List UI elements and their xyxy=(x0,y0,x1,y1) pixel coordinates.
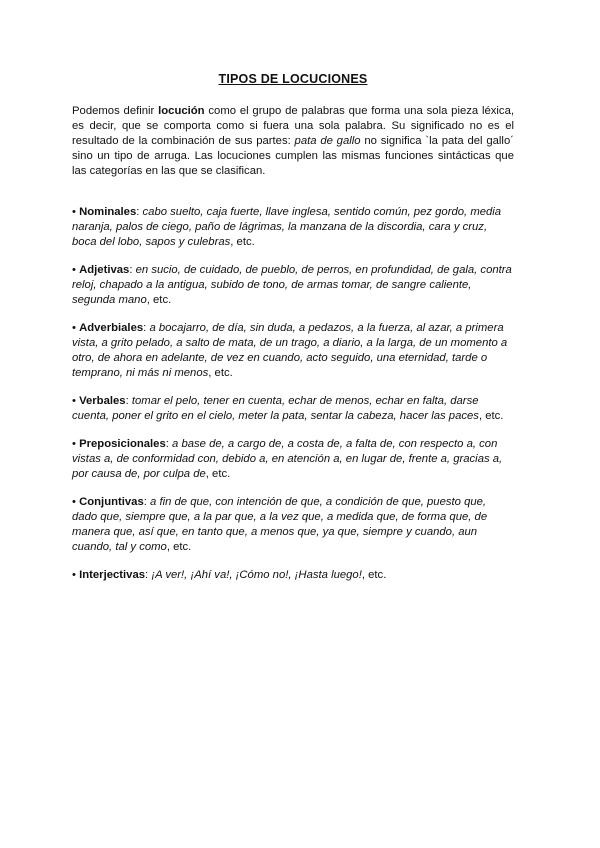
intro-text-1: Podemos definir xyxy=(72,105,159,117)
intro-paragraph xyxy=(72,104,514,179)
list-item-adjetivas: • Adjetivas: en sucio, de cuidado, de pueblo, de perros, en profundidad, de gala, contra reloj, chapado a la antigua, subido de tono, de armas tomar, de sangre caliente, segunda mano, etc. xyxy=(72,264,512,306)
item-name: Adjetivas xyxy=(79,264,130,276)
item-examples: ¡A ver!, ¡Ahí va!, ¡Cómo no!, ¡Hasta luego! xyxy=(151,569,362,581)
intro-text-2: como el grupo de palabras que forma una sola pieza léxica, es decir, que se comporta como si fuera una sola palabra. Su significado no es el resultado de la combinación de sus partes: xyxy=(72,105,515,147)
item-sep: : xyxy=(136,206,143,218)
item-tail: , etc. xyxy=(361,569,387,581)
list-item-conjuntivas: • Conjuntivas: a fin de que, con intención de que, a condición de que, puesto que, dado que, siempre que, a la par que, a la vez que, a medida que, de forma que, de manera que, así que, en tanto que, a menos que, ya que, siempre y cuando, aun cuando, tal y como, etc. xyxy=(72,496,488,553)
item-tail: , etc. xyxy=(146,294,172,306)
item-examples: a bocajarro, de día, sin duda, a pedazos, a la fuerza, al azar, a primera vista, a grito pelado, a salto de mata, de un trago, a diario, a la larga, de un momento a otro, de ahora en adelante, de vez en cuando, acto seguido, una eternidad, tarde o temprano, ni más ni menos xyxy=(72,322,508,379)
item-name: Verbales xyxy=(79,395,126,407)
item-name: Interjectivas xyxy=(79,569,146,581)
item-tail: , etc. xyxy=(166,541,192,553)
item-tail: , etc. xyxy=(208,367,233,379)
intro-example: pata de gallo xyxy=(294,135,361,147)
list-item-adverbiales: • Adverbiales: a bocajarro, de día, sin duda, a pedazos, a la fuerza, al azar, a primera vista, a grito pelado, a salto de mata, de un trago, a diario, a la larga, de un momento a otro, de ahora en adelante, de vez en cuando, acto seguido, una eternidad, tarde o temprano, ni más ni menos, etc. xyxy=(72,322,508,379)
item-tail: , etc. xyxy=(230,236,255,248)
item-sep: : xyxy=(125,395,132,407)
intro-text-3: no significa `la pata del gallo´ sino un tipo de arruga. Las locuciones cumplen las mismas funciones sintácticas que las categorías en las que se clasifican. xyxy=(72,135,514,177)
item-tail: , etc. xyxy=(205,468,231,480)
item-sep: : xyxy=(143,322,150,334)
intro-term: locución xyxy=(158,105,205,117)
item-name: Adverbiales xyxy=(79,322,144,334)
item-examples: en sucio, de cuidado, de pueblo, de perros, en profundidad, de gala, contra reloj, chapado a la antigua, subido de tono, de armas tomar, de sangre caliente, segunda mano xyxy=(72,264,512,306)
item-name: Conjuntivas xyxy=(79,496,144,508)
item-sep: : xyxy=(129,264,136,276)
item-sep: : xyxy=(143,496,151,508)
item-examples: tomar el pelo, tener en cuenta, echar de menos, echar en falta, darse cuenta, poner el grito en el cielo, meter la pata, sentar la cabeza, hacer las paces xyxy=(72,395,479,422)
list-item-interjectivas: • Interjectivas: ¡A ver!, ¡Ahí va!, ¡Cómo no!, ¡Hasta luego!, etc. xyxy=(72,569,387,581)
item-examples: cabo suelto, caja fuerte, llave inglesa, sentido común, pez gordo, media naranja, palos de ciego, paño de lágrimas, la manzana de la discordia, cara y cruz, boca del lobo, sapos y culebras xyxy=(72,206,502,248)
list-item-verbales: • Verbales: tomar el pelo, tener en cuenta, echar de menos, echar en falta, darse cuenta, poner el grito en el cielo, meter la pata, sentar la cabeza, hacer las paces, etc. xyxy=(72,395,504,422)
page-title: TIPOS DE LOCUCIONES xyxy=(218,72,368,86)
item-examples: a base de, a cargo de, a costa de, a falta de, con respecto a, con vistas a, de conformidad con, debido a, en atención a, en lugar de, frente a, gracias a, por causa de, por culpa de xyxy=(72,438,503,480)
item-sep: : xyxy=(145,569,152,581)
list-item-preposicionales: • Preposicionales: a base de, a cargo de, a costa de, a falta de, con respecto a, con vistas a, de conformidad con, debido a, en atención a, en lugar de, frente a, gracias a, por causa de, por culpa de, etc. xyxy=(72,438,503,480)
item-name: Nominales xyxy=(79,206,137,218)
item-examples: a fin de que, con intención de que, a condición de que, puesto que, dado que, siempre que, a la par que, a la vez que, a medida que, de forma que, de manera que, así que, en tanto que, a menos que, ya que, siempre y cuando, aun cuando, tal y como xyxy=(72,496,488,553)
item-name: Preposicionales xyxy=(79,438,166,450)
item-tail: , etc. xyxy=(478,410,504,422)
item-sep: : xyxy=(165,438,173,450)
list-item-nominales: • Nominales: cabo suelto, caja fuerte, llave inglesa, sentido común, pez gordo, media naranja, palos de ciego, paño de lágrimas, la manzana de la discordia, cara y cruz, boca del lobo, sapos y culebras, etc. xyxy=(72,206,502,248)
